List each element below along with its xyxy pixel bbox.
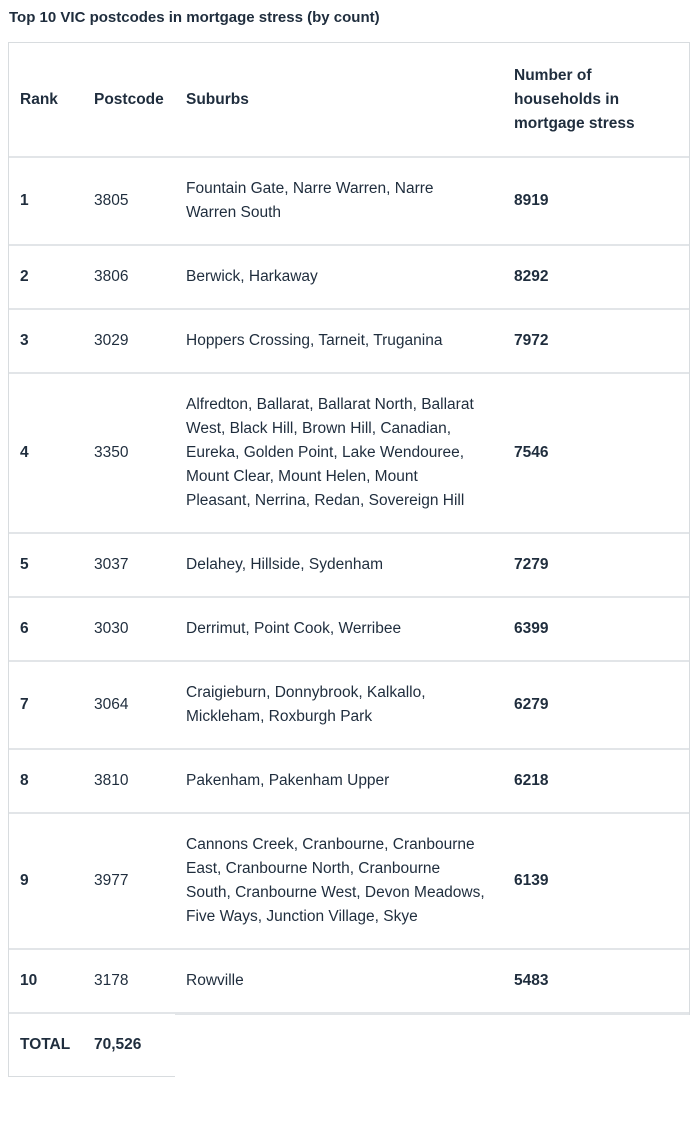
households-cell: 6399 [503, 597, 689, 661]
table-title: Top 10 VIC postcodes in mortgage stress (by count) [9, 9, 380, 26]
table-right-border-end [689, 1013, 690, 1015]
households-cell: 5483 [503, 949, 689, 1013]
postcode-cell: 3805 [83, 157, 175, 245]
households-cell: 8919 [503, 157, 689, 245]
table-row [9, 949, 689, 1013]
header-postcode: Postcode [94, 90, 164, 108]
suburbs-cell: Fountain Gate, Narre Warren, Narre Warren South [175, 157, 503, 245]
households-cell: 8292 [503, 245, 689, 309]
households-cell: 6279 [503, 661, 689, 749]
suburbs-cell: Berwick, Harkaway [175, 245, 503, 309]
table-bottom-border [175, 1013, 690, 1015]
total-label: TOTAL [9, 1013, 83, 1076]
header-rank: Rank [20, 90, 58, 108]
suburbs-cell: Rowville [175, 949, 503, 1013]
table-row [9, 813, 689, 949]
postcode-cell: 3029 [83, 309, 175, 373]
rank-cell: 6 [9, 597, 83, 661]
suburbs-cell: Cannons Creek, Cranbourne, Cranbourne East, Cranbourne North, Cranbourne South, Cranbourne West, Devon Meadows, Five Ways, Junction Village, Skye [175, 813, 503, 949]
table-row [9, 597, 689, 661]
households-cell: 6139 [503, 813, 689, 949]
rank-cell: 8 [9, 749, 83, 813]
rank-cell: 2 [9, 245, 83, 309]
households-cell: 7279 [503, 533, 689, 597]
total-row-mask [175, 1015, 692, 1080]
postcode-cell: 3806 [83, 245, 175, 309]
postcode-cell: 3030 [83, 597, 175, 661]
suburbs-cell: Pakenham, Pakenham Upper [175, 749, 503, 813]
rank-cell: 5 [9, 533, 83, 597]
table-row [9, 373, 689, 533]
rank-cell: 4 [9, 373, 83, 533]
table-row [9, 245, 689, 309]
rank-cell: 3 [9, 309, 83, 373]
postcode-cell: 3810 [83, 749, 175, 813]
postcode-cell: 3178 [83, 949, 175, 1013]
table-row [9, 661, 689, 749]
postcode-cell: 3064 [83, 661, 175, 749]
table-row [9, 157, 689, 245]
rank-cell: 10 [9, 949, 83, 1013]
households-cell: 7546 [503, 373, 689, 533]
table-row [9, 749, 689, 813]
postcode-cell: 3350 [83, 373, 175, 533]
table-row [9, 533, 689, 597]
suburbs-cell: Delahey, Hillside, Sydenham [175, 533, 503, 597]
header-suburbs: Suburbs [186, 90, 249, 108]
households-cell: 7972 [503, 309, 689, 373]
suburbs-cell: Hoppers Crossing, Tarneit, Truganina [175, 309, 503, 373]
households-cell: 6218 [503, 749, 689, 813]
total-bottom-border [8, 1076, 175, 1077]
table-row [9, 309, 689, 373]
rank-cell: 7 [9, 661, 83, 749]
rank-cell: 1 [9, 157, 83, 245]
rank-cell: 9 [9, 813, 83, 949]
suburbs-cell: Alfredton, Ballarat, Ballarat North, Ballarat West, Black Hill, Brown Hill, Canadian, Eureka, Golden Point, Lake Wendouree, Mount Clear, Mount Helen, Mount Pleasant, Nerrina, Redan, Sovereign Hill [175, 373, 503, 533]
total-value: 70,526 [83, 1013, 175, 1076]
mortgage-stress-table [8, 42, 690, 1076]
postcode-cell: 3037 [83, 533, 175, 597]
suburbs-cell: Derrimut, Point Cook, Werribee [175, 597, 503, 661]
header-row [9, 43, 689, 157]
suburbs-cell: Craigieburn, Donnybrook, Kalkallo, Mickleham, Roxburgh Park [175, 661, 503, 749]
header-households: Number of households in mortgage stress [514, 66, 635, 132]
postcode-cell: 3977 [83, 813, 175, 949]
